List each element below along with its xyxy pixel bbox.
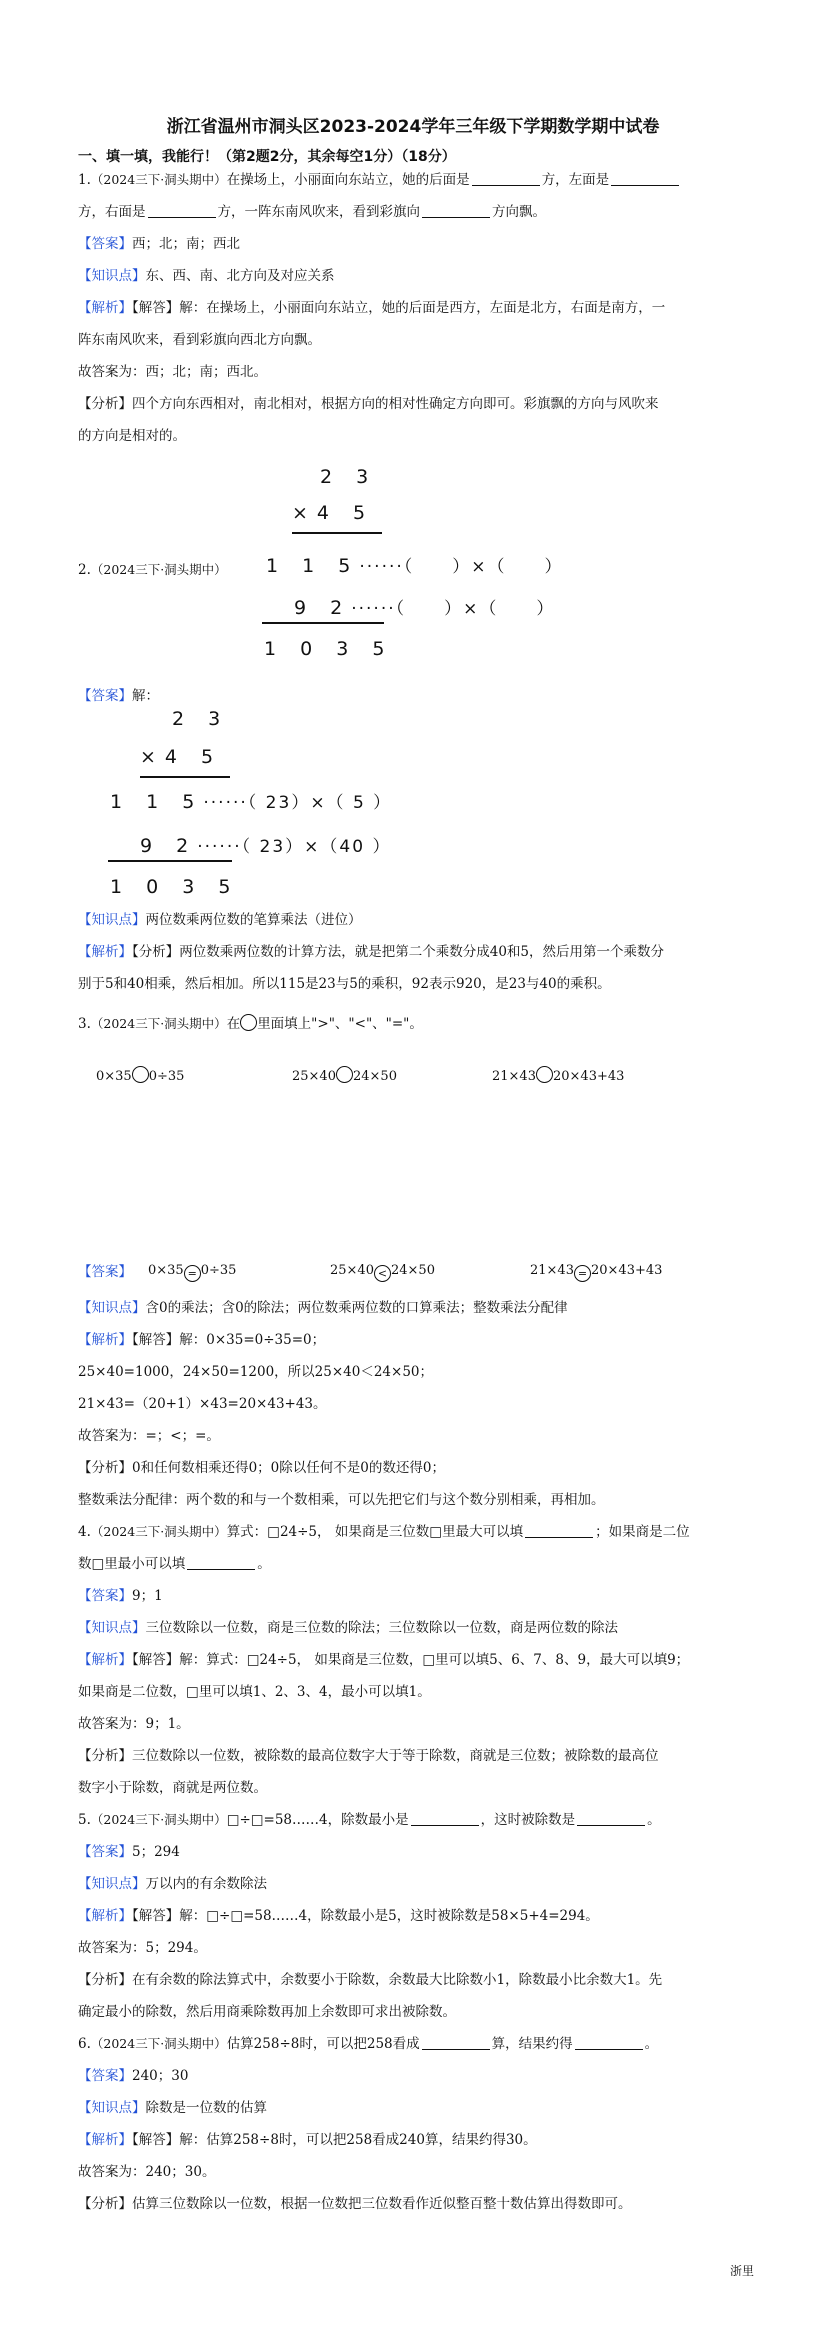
q1-line-1: 1.（2024三下·洞头期中）在操场上，小丽面向东站立，她的后面是 方，左面是 xyxy=(78,170,681,190)
q5-explain-1: 【分析】在有余数的除法算式中，余数要小于除数，余数最大比除数小1，除数最小比余数大1。先 xyxy=(78,1972,663,1988)
q4-blank-1[interactable] xyxy=(525,1523,593,1538)
q1-answer: 【答案】西；北；南；西北 xyxy=(78,236,240,252)
q3-compare-2: 25×40 24×50 xyxy=(292,1066,397,1084)
q1-blank-1[interactable] xyxy=(472,171,540,186)
q6-blank-2[interactable] xyxy=(575,2035,643,2050)
page-title: 浙江省温州市洞头区2023-2024学年三年级下学期数学期中试卷 xyxy=(166,117,660,137)
q2-multiplicand: 2 3 xyxy=(320,466,378,488)
q2-ans-partial-2: 9 2······（ 23）×（40 ） xyxy=(140,835,392,857)
q3-answer-1: 0×35 = 0÷35 xyxy=(148,1263,237,1280)
q4-line-1: 4.（2024三下·洞头期中）算式：□24÷5， 如果商是三位数□里最大可以填 ；如果商是二位 xyxy=(78,1524,690,1540)
q2-knowledge: 【知识点】两位数乘两位数的笔算乘法（进位） xyxy=(78,912,362,928)
q3-circle-2[interactable] xyxy=(336,1066,353,1083)
q3-answer-circle-1: = xyxy=(184,1265,201,1282)
q6-analysis-2: 故答案为：240；30。 xyxy=(78,2164,216,2180)
q5-blank-2[interactable] xyxy=(577,1811,645,1826)
q4-knowledge: 【知识点】三位数除以一位数，商是三位数的除法；三位数除以一位数，商是两位数的除法 xyxy=(78,1620,618,1636)
q2-ans-partial-1: 1 1 5······（ 23）×（ 5 ） xyxy=(110,791,393,813)
q1-blank-4[interactable] xyxy=(422,203,490,218)
q1-blank-2[interactable] xyxy=(611,171,679,186)
q6-blank-1[interactable] xyxy=(422,2035,490,2050)
q3-analysis-3: 21×43=（20+1）×43=20×43+43。 xyxy=(78,1396,327,1412)
q1-line-2: 方，右面是 方，一阵东南风吹来，看到彩旗向 方向飘。 xyxy=(78,204,546,220)
q4-analysis-1: 【解析】【解答】解：算式：□24÷5， 如果商是三位数，□里可以填5、6、7、8、9，最大可以填9； xyxy=(78,1652,690,1668)
q5-answer: 【答案】5；294 xyxy=(78,1844,180,1860)
q2-partial-1: 1 1 5······（ ）×（ ） xyxy=(266,555,564,577)
q2-partial-2: 9 2······（ ）×（ ） xyxy=(294,597,556,619)
q2-multiplier: ×4 5 xyxy=(292,502,375,524)
q2-ans-multiplicand: 2 3 xyxy=(172,708,230,730)
q4-line-2: 数□里最小可以填 。 xyxy=(78,1556,271,1572)
q5-blank-1[interactable] xyxy=(411,1811,479,1826)
q3-explain-2: 整数乘法分配律：两个数的和与一个数相乘，可以先把它们与这个数分别相乘，再相加。 xyxy=(78,1492,605,1508)
q5-knowledge: 【知识点】万以内的有余数除法 xyxy=(78,1876,267,1892)
q4-explain-1: 【分析】三位数除以一位数，被除数的最高位数字大于等于除数，商就是三位数；被除数的最高位 xyxy=(78,1748,659,1764)
q3-answer-circle-2: < xyxy=(374,1265,391,1282)
q1-analysis: 【解析】【解答】解：在操场上，小丽面向东站立，她的后面是西方，左面是北方，右面是南方，一 xyxy=(78,300,666,316)
q2-ans-multiplier: ×4 5 xyxy=(140,746,223,768)
q6-explain-1: 【分析】估算三位数除以一位数，根据一位数把三位数看作近似整百整十数估算出得数即可。 xyxy=(78,2196,632,2212)
q2-ans-rule-2 xyxy=(108,860,232,862)
q1-analysis-2: 阵东南风吹来，看到彩旗向西北方向飘。 xyxy=(78,332,321,348)
q3-analysis-2: 25×40=1000，24×50=1200，所以25×40＜24×50； xyxy=(78,1364,434,1380)
q3-knowledge: 【知识点】含0的乘法；含0的除法；两位数乘两位数的口算乘法；整数乘法分配律 xyxy=(78,1300,568,1316)
q1-explain-1: 【分析】四个方向东西相对，南北相对，根据方向的相对性确定方向即可。彩旗飘的方向与风吹来 xyxy=(78,396,659,412)
q2-rule-2 xyxy=(262,622,384,624)
q2-answer: 【答案】解： xyxy=(78,688,159,704)
q6-line-1: 6.（2024三下·洞头期中）估算258÷8时，可以把258看成 算，结果约得 。 xyxy=(78,2036,659,2052)
q3-compare-1: 0×35 0÷35 xyxy=(96,1066,184,1084)
q3-explain-1: 【分析】0和任何数相乘还得0；0除以任何不是0的数还得0； xyxy=(78,1460,445,1476)
q2-ans-rule-1 xyxy=(140,776,230,778)
q4-analysis-3: 故答案为：9；1。 xyxy=(78,1716,190,1732)
q3-answer-3: 21×43 = 20×43+43 xyxy=(530,1263,663,1280)
q2-ans-product: 1 0 3 5 xyxy=(110,876,240,898)
q3-prompt: 3.（2024三下·洞头期中）在 里面填上">"、"<"、"="。 xyxy=(78,1016,423,1032)
q1-blank-3[interactable] xyxy=(148,203,216,218)
q3-answer-circle-3: = xyxy=(574,1265,591,1282)
q3-analysis-1: 【解析】【解答】解：0×35=0÷35=0； xyxy=(78,1332,326,1348)
q2-analysis-1: 【解析】【分析】两位数乘两位数的计算方法，就是把第二个乘数分成40和5，然后用第一个乘数分 xyxy=(78,944,665,960)
q6-analysis-1: 【解析】【解答】解：估算258÷8时，可以把258看成240算，结果约得30。 xyxy=(78,2132,537,2148)
q1-knowledge: 【知识点】东、西、南、北方向及对应关系 xyxy=(78,268,335,284)
q3-circle-3[interactable] xyxy=(536,1066,553,1083)
q1-explain-2: 的方向是相对的。 xyxy=(78,428,186,444)
q4-answer: 【答案】9；1 xyxy=(78,1588,163,1604)
q6-answer: 【答案】240；30 xyxy=(78,2068,189,2084)
q2-number: 2.（2024三下·洞头期中） xyxy=(78,562,227,578)
q4-explain-2: 数字小于除数，商就是两位数。 xyxy=(78,1780,267,1796)
q6-knowledge: 【知识点】除数是一位数的估算 xyxy=(78,2100,267,2116)
page-footer: 浙里 xyxy=(729,2264,754,2278)
q5-analysis-1: 【解析】【解答】解：□÷□=58……4，除数最小是5，这时被除数是58×5+4=294。 xyxy=(78,1908,599,1924)
q2-product: 1 0 3 5 xyxy=(264,638,394,660)
q5-explain-2: 确定最小的除数，然后用商乘除数再加上余数即可求出被除数。 xyxy=(78,2004,456,2020)
q3-compare-3: 21×43 20×43+43 xyxy=(492,1066,624,1084)
q3-analysis-4: 故答案为：=；<；=。 xyxy=(78,1428,220,1444)
q3-answer-label: 【答案】 xyxy=(78,1264,132,1280)
q4-blank-2[interactable] xyxy=(187,1555,255,1570)
q1-analysis-3: 故答案为：西；北；南；西北。 xyxy=(78,364,267,380)
q3-circle-1[interactable] xyxy=(132,1066,149,1083)
q5-analysis-2: 故答案为：5；294。 xyxy=(78,1940,207,1956)
q2-analysis-2: 别于5和40相乘，然后相加。所以115是23与5的乘积，92表示920，是23与40的乘积。 xyxy=(78,976,611,992)
section-heading: 一、填一填，我能行！（第2题2分，其余每空1分）（18分） xyxy=(78,149,456,165)
q4-analysis-2: 如果商是二位数，□里可以填1、2、3、4，最小可以填1。 xyxy=(78,1684,431,1700)
circle-icon xyxy=(240,1014,257,1031)
q5-line-1: 5.（2024三下·洞头期中）□÷□=58……4，除数最小是 ，这时被除数是 。 xyxy=(78,1812,661,1828)
q3-answer-2: 25×40 < 24×50 xyxy=(330,1263,435,1280)
q2-rule-1 xyxy=(292,532,382,534)
